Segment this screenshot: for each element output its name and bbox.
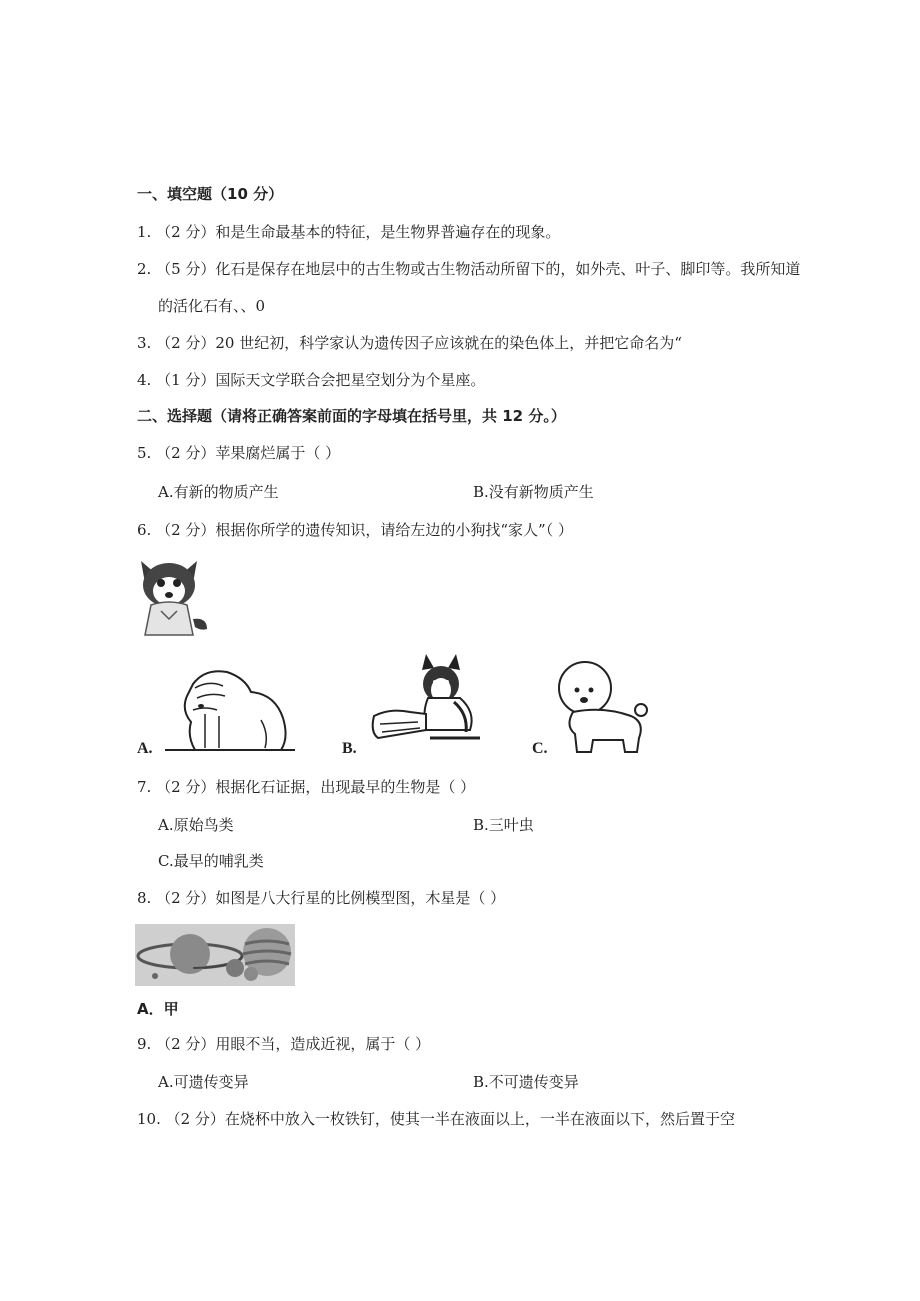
question-2: 2. （5 分）化石是保存在地层中的古生物或古生物活动所留下的，如外壳、叶子、脚印等。我所知道 (137, 260, 801, 278)
poodle-image (553, 660, 648, 754)
q8-option-a: A．甲 (137, 1000, 179, 1018)
question-9: 9. （2 分）用眼不当，造成近视，属于（ ） (137, 1035, 431, 1053)
q7-option-a: A.原始鸟类 (158, 816, 234, 834)
q5-option-a: A.有新的物质产生 (158, 483, 279, 501)
question-8: 8. （2 分）如图是八大行星的比例模型图，木星是（ ） (137, 889, 506, 907)
planets-image (135, 924, 295, 986)
question-3: 3. （2 分）20 世纪初，科学家认为遗传因子应该就在的染色体上，并把它命名为“ (137, 334, 682, 352)
question-7: 7. （2 分）根据化石证据，出现最早的生物是（ ） (137, 778, 476, 796)
husky-lying-image (370, 652, 485, 752)
q6-option-a-label: A. (137, 740, 153, 757)
bulldog-image (165, 666, 295, 754)
question-2-cont: 的活化石有、、0 (158, 297, 266, 315)
q9-option-b: B.不可遗传变异 (473, 1073, 579, 1091)
q9-option-a: A.可遗传变异 (158, 1073, 249, 1091)
question-6: 6. （2 分）根据你所学的遗传知识，请给左边的小狗找“家人”（ ） (137, 521, 573, 539)
q7-option-c: C.最早的哺乳类 (158, 852, 264, 870)
question-5: 5. （2 分）苹果腐烂属于（ ） (137, 444, 341, 462)
q5-option-b: B.没有新物质产生 (473, 483, 594, 501)
section-fill-title: 一、填空题（10 分） (137, 185, 284, 203)
question-4: 4. （1 分）国际天文学联合会把星空划分为个星座。 (137, 371, 486, 389)
section-choice-title: 二、选择题（请将正确答案前面的字母填在括号里，共 12 分。） (137, 407, 566, 425)
q7-option-b: B.三叶虫 (473, 816, 534, 834)
question-10: 10. （2 分）在烧杯中放入一枚铁钉，使其一半在液面以上，一半在液面以下，然后置于空 (137, 1110, 735, 1128)
question-1: 1. （2 分）和是生命最基本的特征，是生物界普遍存在的现象。 (137, 223, 561, 241)
q6-option-b-label: B. (342, 740, 357, 757)
husky-puppy-image (135, 555, 211, 641)
q6-option-c-label: C. (532, 740, 548, 757)
